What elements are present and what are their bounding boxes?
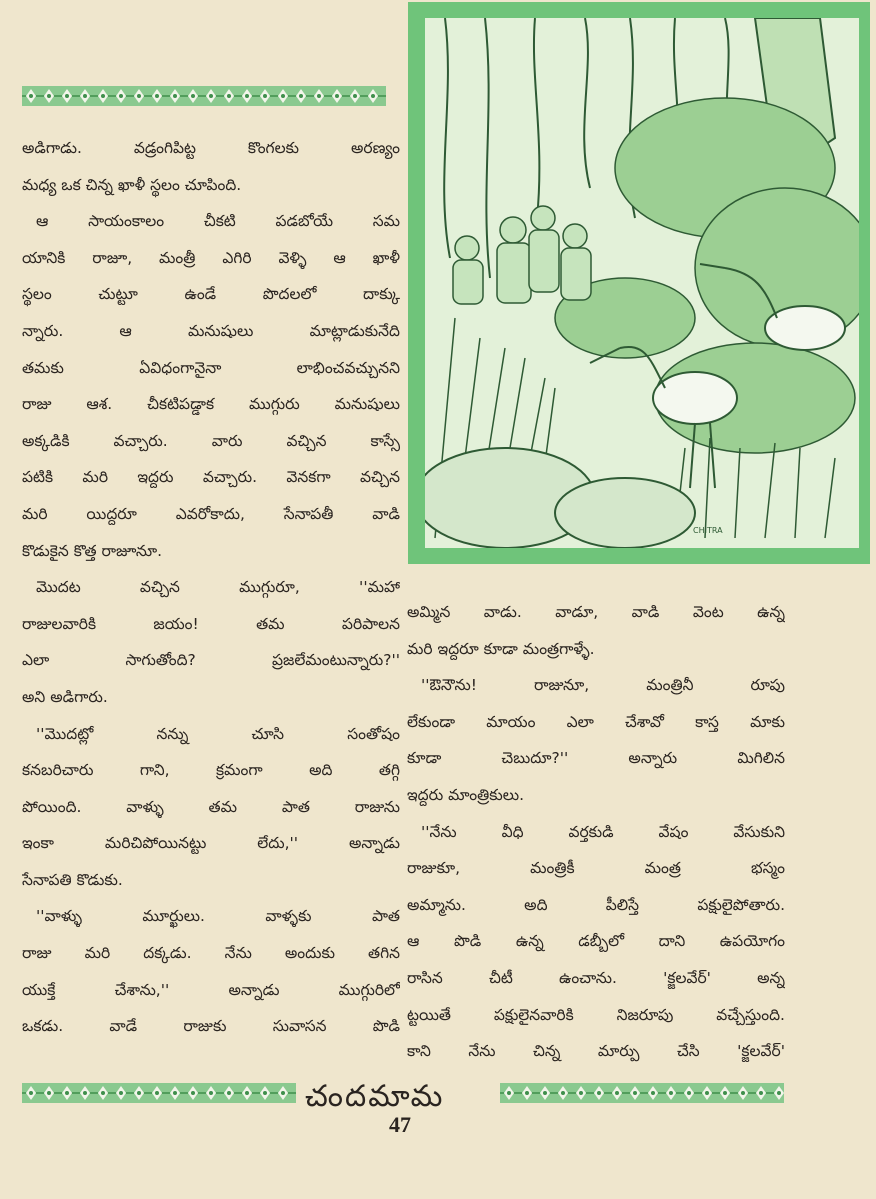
illustration [425,18,859,548]
artist-signature: CHITRA [693,526,723,535]
text-line: కాని నేను చిన్న మార్పు చేసి 'క్జలవేర్' [407,1042,785,1061]
top-border-ornament [22,86,386,106]
magazine-masthead: చందమామ [305,1079,445,1114]
text-line: రాజులవారికి జయం! తమ పరిపాలన [22,614,400,633]
text-line: రాజు ఆశ. చీకటిపడ్డాక ముగ్గురు మనుషులు [22,395,400,414]
text-line: పోయింది. వాళ్ళు తమ పాత రాజును [22,797,400,816]
text-line: అని అడిగారు. [22,687,108,706]
text-line: ''వాళ్ళు మూర్ఖులు. వాళ్ళకు పాత [36,907,400,926]
bottom-border-ornament-right [500,1083,784,1103]
ornament-pattern [500,1083,784,1103]
ornament-pattern [22,1083,296,1103]
text-line: ఆ పొడి ఉన్న డబ్బీలో దాని ఉపయోగం [407,932,785,951]
text-line: పటికి మరి ఇద్దరు వచ్చారు. వెనకగా వచ్చిన [22,468,400,487]
left-text-column [22,130,400,1045]
text-line: ఇంకా మరిచిపోయినట్టు లేదు,'' అన్నాడు [22,834,400,853]
text-line: అడిగాడు. వడ్రంగిపిట్ట కొంగలకు అరణ్యం [22,139,400,157]
text-line: ఎలా సాగుతోంది? ప్రజలేమంటున్నారు?'' [22,651,400,670]
text-line: రాజుకూ, మంత్రికీ మంత్ర భస్మం [407,859,785,878]
text-line: కూడా చెబుదూ?'' అన్నారు మిగిలిన [407,749,785,768]
ornament-pattern [22,86,386,106]
right-text-column [407,594,785,1070]
text-line: ఇద్దరు మాంత్రికులు. [407,785,525,804]
text-line: మధ్య ఒక చిన్న ఖాళీ స్థలం చూపింది. [22,175,242,194]
text-line: లేకుండా మాయం ఎలా చేశావో కాస్త మాకు [407,712,785,731]
text-line: అక్కడికి వచ్చారు. వారు వచ్చిన కాస్సే [22,431,400,450]
forest-scene-image [425,18,859,548]
text-line: ''ఔనౌను! రాజునూ, మంత్రినీ రూపు [421,676,785,695]
text-line: మొదట వచ్చిన ముగ్గురూ, ''మహా [36,578,400,597]
text-line: ట్టయితే పక్షులైనవారికి నిజరూపు వచ్చేస్తుంది. [407,1005,785,1024]
text-line: మరి ఇద్దరూ కూడా మంత్రగాళ్ళే. [407,639,595,658]
text-line: అమ్మిన వాడు. వాడూ, వాడి వెంట ఉన్న [407,603,785,621]
text-line: న్నారు. ఆ మనుషులు మాట్లాడుకునేది [22,321,400,340]
text-line: స్థలం చుట్టూ ఉండే పొదలలో దాక్కు [22,285,400,304]
text-line: సేనాపతి కొడుకు. [22,870,123,889]
text-line: యానికి రాజూ, మంత్రీ ఎగిరి వెళ్ళి ఆ ఖాళీ [22,248,400,267]
text-line: రాజు మరి దక్కడు. నేను అందుకు తగిన [22,944,400,963]
text-line: మరి యిద్దరూ ఎవరోకాదు, సేనాపతీ వాడి [22,504,400,523]
text-line: ''మొదట్లో నన్ను చూసి సంతోషం [36,724,400,743]
text-line: తమకు ఏవిధంగానైనా లాభించవచ్చునని [22,358,400,377]
bottom-border-ornament-left [22,1083,296,1103]
text-line: ఆ సాయంకాలం చీకటి పడబోయే సమ [36,212,400,231]
page-number: 47 [389,1112,411,1137]
text-line: రాసిన చీటీ ఉంచాను. 'క్జలవేర్' అన్న [407,968,785,987]
text-line: అమ్మాను. అది పీలిస్తే పక్షులైపోతారు. [407,895,785,914]
text-line: యుక్తే చేశాను,'' అన్నాడు ముగ్గురిలో [22,980,400,999]
text-line: ''నేను వీధి వర్తకుడి వేషం వేసుకుని [421,822,785,841]
text-line: ఒకడు. వాడే రాజుకు సువాసన పొడి [22,1017,400,1036]
text-line: కొడుకైన కొత్త రాజూనూ. [22,541,163,560]
text-line: కనబరిచారు గాని, క్రమంగా అది తగ్గి [22,761,400,780]
